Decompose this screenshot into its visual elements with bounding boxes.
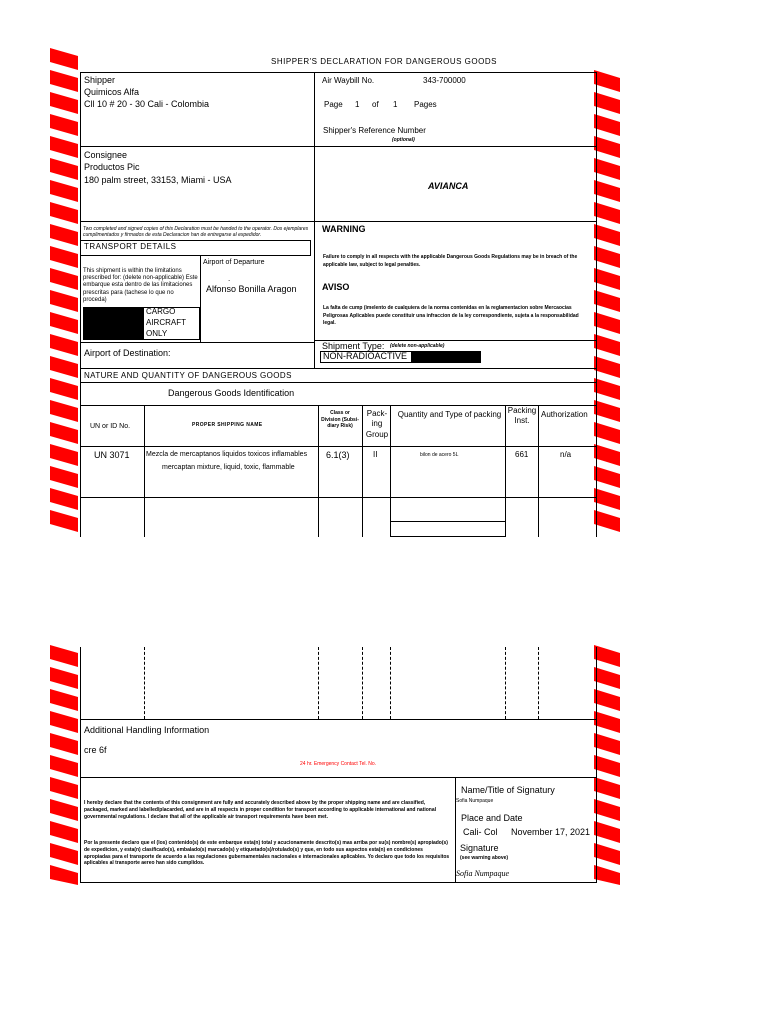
transport-limitations-text: This shipment is within the limitations prescribed for: (delete non-applicable) Este embarque esta dentro de las limitaciones prescritas para (tachese lo que no proceda) (83, 268, 198, 303)
consignee-name: Productos Pic (84, 162, 140, 172)
row-packing-inst: 661 (515, 450, 529, 459)
bottom-col-sep-1 (144, 647, 146, 719)
airport-departure-label: Airport of Departure (203, 259, 265, 266)
signature-label: Signature (460, 843, 499, 853)
consignee-label: Consignee (84, 150, 128, 160)
option-passenger-cargo-redacted[interactable] (83, 307, 143, 340)
option-radioactive-redacted[interactable] (412, 351, 481, 363)
pages-label: Pages (414, 100, 437, 109)
consignee-address: 180 palm street, 33153, Miami - USA (84, 175, 232, 185)
shipment-type-note: (delete non-applicable) (390, 343, 445, 349)
shipment-type-label: Shipment Type: (322, 341, 385, 351)
row-class: 6.1(3) (326, 450, 350, 460)
option-cargo-label: CARGO (146, 307, 176, 316)
row-authorization: n/a (560, 450, 572, 459)
row-name-line1: Mezcla de mercaptanos liquidos toxicos inflamables (146, 451, 308, 458)
declaration-spanish: Por la presente declaro que el (los) contenido(s) de este embarque esta(n) total y acucionamente descrito(s) mas arriba por su(s) nombre(s) apropiado(s) de expedicion, y esta(n) clasificado(s), embalado(s) marcado(s) y etiquetado(s)/rotulado(s) y que, en todo sus aspectos esta(n) en condiciones apropiadas para el transporte de acuerdo a las regulaciones gubernamentales nacionales e internacionales aplicables. Yo declaro que todo los requisitos aplicables al transporte aereo han sido cumplidos. (84, 840, 450, 867)
document-title: SHIPPER'S DECLARATION FOR DANGEROUS GOODS (271, 57, 497, 66)
place-date-label: Place and Date (461, 813, 523, 823)
divider-shipper-consignee (80, 146, 597, 147)
page-of-label: of (372, 100, 379, 109)
frame-mid-vertical (314, 72, 315, 368)
bottom-col-sep-5 (505, 647, 507, 719)
red-hatch-border-right-bottom (594, 645, 620, 885)
bottom-frame-right (596, 647, 597, 883)
col-sep-1 (144, 405, 145, 537)
table-header-bottom (80, 446, 597, 447)
air-waybill-label: Air Waybill No. (322, 76, 375, 85)
col-proper-shipping-name-header: PROPER SHIPPING NAME (192, 422, 263, 428)
row-quantity: bilon de acero 5L (420, 452, 459, 458)
page-label: Page (324, 100, 343, 109)
shipper-label: Shipper (84, 75, 116, 85)
option-non-radioactive-label: NON-RADIOACTIVE (323, 351, 408, 361)
airport-departure-value: Alfonso Bonilla Aragon (206, 284, 297, 294)
bottom-frame-left (80, 647, 81, 883)
bottom-col-sep-6 (538, 647, 540, 719)
col-quantity-type-header: Quantity and Type of packing (397, 410, 502, 419)
col-sep-3 (362, 405, 363, 537)
aviso-heading: AVISO (322, 282, 350, 292)
col-packing-group-header: Pack-ing Group (365, 409, 389, 439)
option-aircraft-label: AIRCRAFT (146, 318, 186, 327)
shipper-reference-note: (optional) (392, 137, 415, 143)
row-un-id: UN 3071 (94, 450, 130, 460)
bottom-col-sep-2 (318, 647, 320, 719)
declaration-vertical (455, 777, 456, 883)
table-row-divider (80, 497, 597, 498)
divider-consignee-transport (80, 221, 597, 222)
additional-handling-label: Additional Handling Information (84, 725, 210, 735)
frame-left (80, 72, 81, 537)
emergency-contact-label: 24 hr. Emergency Contact Tel. No. (300, 761, 377, 767)
carrier-name: AVIANCA (428, 181, 469, 191)
col-un-id-header: UN or ID No. (90, 423, 131, 430)
place-value: Cali- Col (463, 827, 498, 837)
divider-airport-destination (80, 342, 314, 343)
col-sep-2 (318, 405, 319, 537)
shipper-address: Cll 10 # 20 - 30 Cali - Colombia (84, 99, 210, 109)
option-only-label: ONLY (146, 329, 168, 338)
signature-note: (see warning above) (460, 855, 509, 861)
bottom-divider-declaration (80, 777, 597, 778)
col-class-division-header: Class or Division (Subsi-diary Risk) (321, 410, 359, 429)
air-waybill-value: 343-700000 (423, 76, 466, 85)
page-current: 1 (355, 100, 360, 109)
red-hatch-border-right-top (594, 70, 620, 540)
table-row-divider-3 (390, 536, 506, 537)
frame-top (80, 72, 597, 73)
signatory-value: Sofia Numpaque (456, 798, 494, 804)
divider-nature-heading-top (80, 368, 597, 369)
bottom-frame-bottom (80, 882, 597, 883)
signatory-label: Name/Title of Signatury (461, 785, 555, 795)
page-total: 1 (393, 100, 398, 109)
shipper-name: Quimicos Alfa (84, 87, 140, 97)
table-row-divider-2 (390, 521, 506, 522)
signature-value: Sofia Numpaque (456, 869, 510, 878)
col-sep-6 (538, 405, 539, 537)
col-authorization-header: Authorization (541, 410, 588, 419)
col-packing-inst-header: Packing Inst. (507, 406, 537, 426)
col-sep-4 (390, 405, 391, 537)
bottom-col-sep-3 (362, 647, 364, 719)
date-value: November 17, 2021 (511, 827, 591, 837)
row-name-line2: mercaptan mixture, liquid, toxic, flammable (162, 464, 295, 471)
red-hatch-border-left-top (50, 48, 78, 538)
row-packing-group: II (373, 450, 378, 459)
copies-note: Two completed and signed copies of this Declaration must be handed to the operator. Dos ejemplares cumplimentados y firmados de esta Declaracion han de entregarse al expedidor. (83, 226, 309, 238)
warning-text: Failure to comply in all respects with the applicable Dangerous Goods Regulations may be in breach of the applicable law, subject to legal penalties. (323, 254, 578, 268)
red-hatch-border-left-bottom (50, 645, 78, 885)
col-sep-5 (505, 405, 506, 537)
nature-quantity-heading: NATURE AND QUANTITY OF DANGEROUS GOODS (84, 371, 292, 380)
airport-departure-dot: . (228, 274, 231, 283)
airport-destination-label: Airport of Destination: (84, 348, 171, 358)
bottom-divider-additional (80, 719, 597, 720)
shipper-reference-label: Shipper's Reference Number (323, 126, 426, 135)
aviso-text: La falta de cump (imelento de cualquiera de la norma contenidas en la reglamentacion sobre Mercaocias Peligrosas Aplicables puede constituir una infraccion de la ley correspondiente, sujeta a la responsabilidad legal. (323, 305, 579, 326)
frame-right (596, 72, 597, 537)
transport-details-heading: TRANSPORT DETAILS (84, 242, 177, 251)
declaration-english: I hereby declare that the contents of this consignment are fully and accurately described above by the proper shipping name and are classified, packaged, marked and labelled/placarded, and are in all respects in proper condition for transport according to applicable international and national governmental regulations. I declare that all of the applicable air transport requirements have been met. (84, 800, 437, 820)
warning-heading: WARNING (322, 224, 366, 234)
transport-vertical (200, 256, 201, 342)
additional-handling-value: cre 6f (84, 745, 107, 755)
dg-identification-label: Dangerous Goods Identification (168, 388, 295, 398)
bottom-col-sep-4 (390, 647, 392, 719)
divider-nature-heading-bottom (80, 382, 597, 383)
